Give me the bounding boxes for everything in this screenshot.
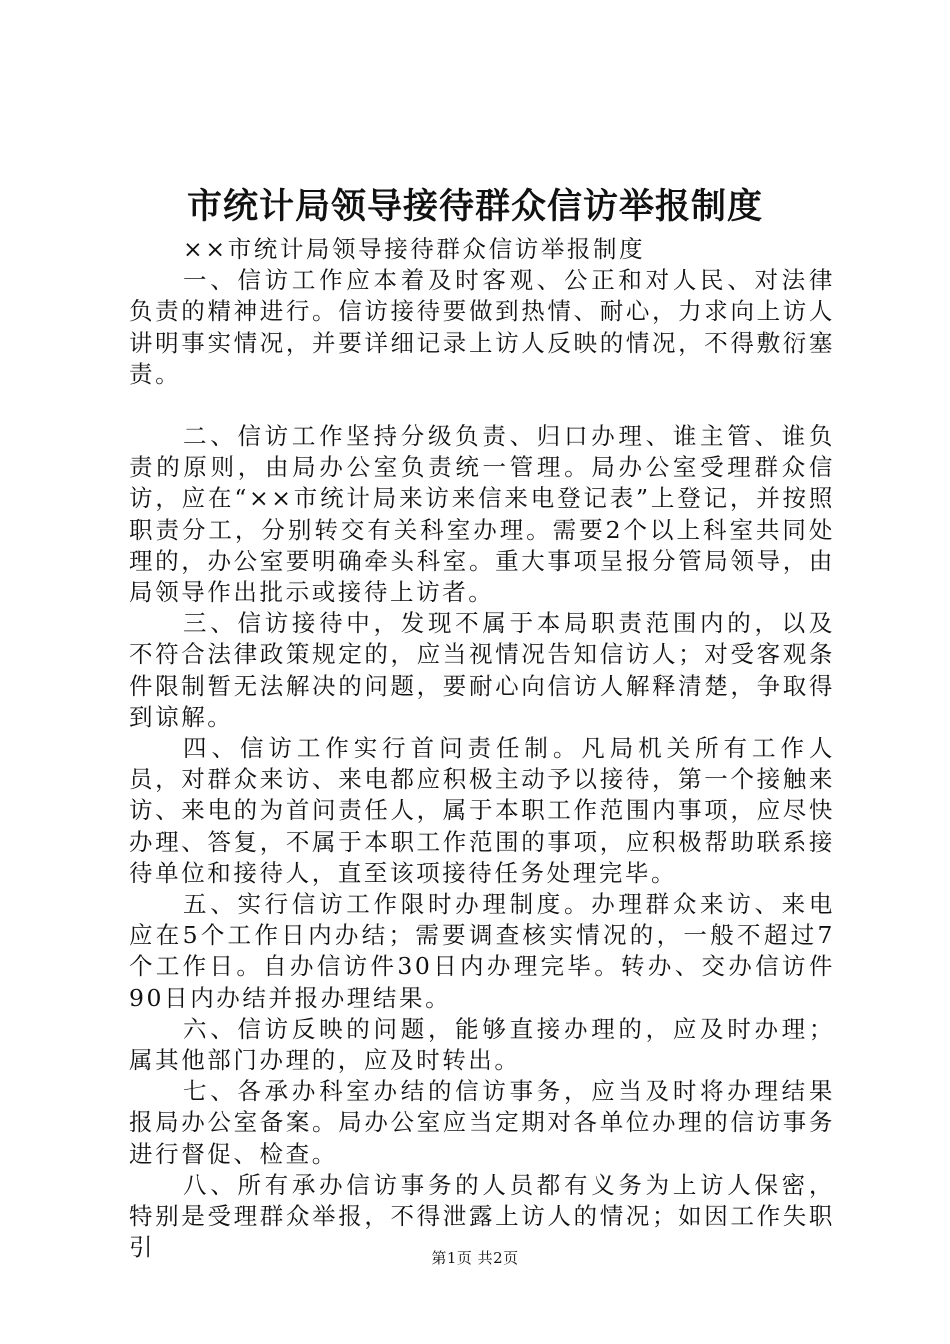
paragraph-7: 七、各承办科室办结的信访事务，应当及时将办理结果报局办公室备案。局办公室应当定期对各单位办理的信访事务进行督促、检查。 [129,1077,835,1168]
paragraph-5: 五、实行信访工作限时办理制度。办理群众来访、来电应在5个工作日内办结；需要调查核实情况的，一般不超过7个工作日。自办信访件30日内办理完毕。转办、交办信访件90日内办结并报办理结果。 [129,890,835,1012]
subtitle-paragraph: ××市统计局领导接待群众信访举报制度 [183,235,646,263]
paragraph-4: 四、信访工作实行首问责任制。凡局机关所有工作人员，对群众来访、来电都应积极主动予以接待，第一个接触来访、来电的为首问责任人，属于本职工作范围内事项，应尽快办理、答复，不属于本职工作范围的事项，应积极帮助联系接待单位和接待人，直至该项接待任务处理完毕。 [129,734,835,887]
document-body [129,234,835,1264]
paragraph-1: 一、信访工作应本着及时客观、公正和对人民、对法律负责的精神进行。信访接待要做到热情、耐心，力求向上访人讲明事实情况，并要详细记录上访人反映的情况，不得敷衍塞责。 [129,266,835,388]
document-title: 市统计局领导接待群众信访举报制度 [186,186,763,227]
paragraph-3: 三、信访接待中，发现不属于本局职责范围内的，以及不符合法律政策规定的，应当视情况告知信访人；对受客观条件限制暂无法解决的问题，要耐心向信访人解释清楚，争取得到谅解。 [129,609,835,731]
page-number-footer: 第1页 共2页 [431,1249,519,1267]
paragraph-6: 六、信访反映的问题，能够直接办理的，应及时办理；属其他部门办理的，应及时转出。 [129,1014,835,1075]
paragraph-8: 八、所有承办信访事务的人员都有义务为上访人保密，特别是受理群众举报，不得泄露上访人的情况；如因工作失职引 [129,1170,835,1262]
paragraph-2: 二、信访工作坚持分级负责、归口办理、谁主管、谁负责的原则，由局办公室负责统一管理。局办公室受理群众信访，应在“××市统计局来访来信来电登记表”上登记，并按照职责分工，分别转交有关科室办理。需要2个以上科室共同处理的，办公室要明确牵头科室。重大事项呈报分管局领导，由局领导作出批示或接待上访者。 [129,422,835,607]
